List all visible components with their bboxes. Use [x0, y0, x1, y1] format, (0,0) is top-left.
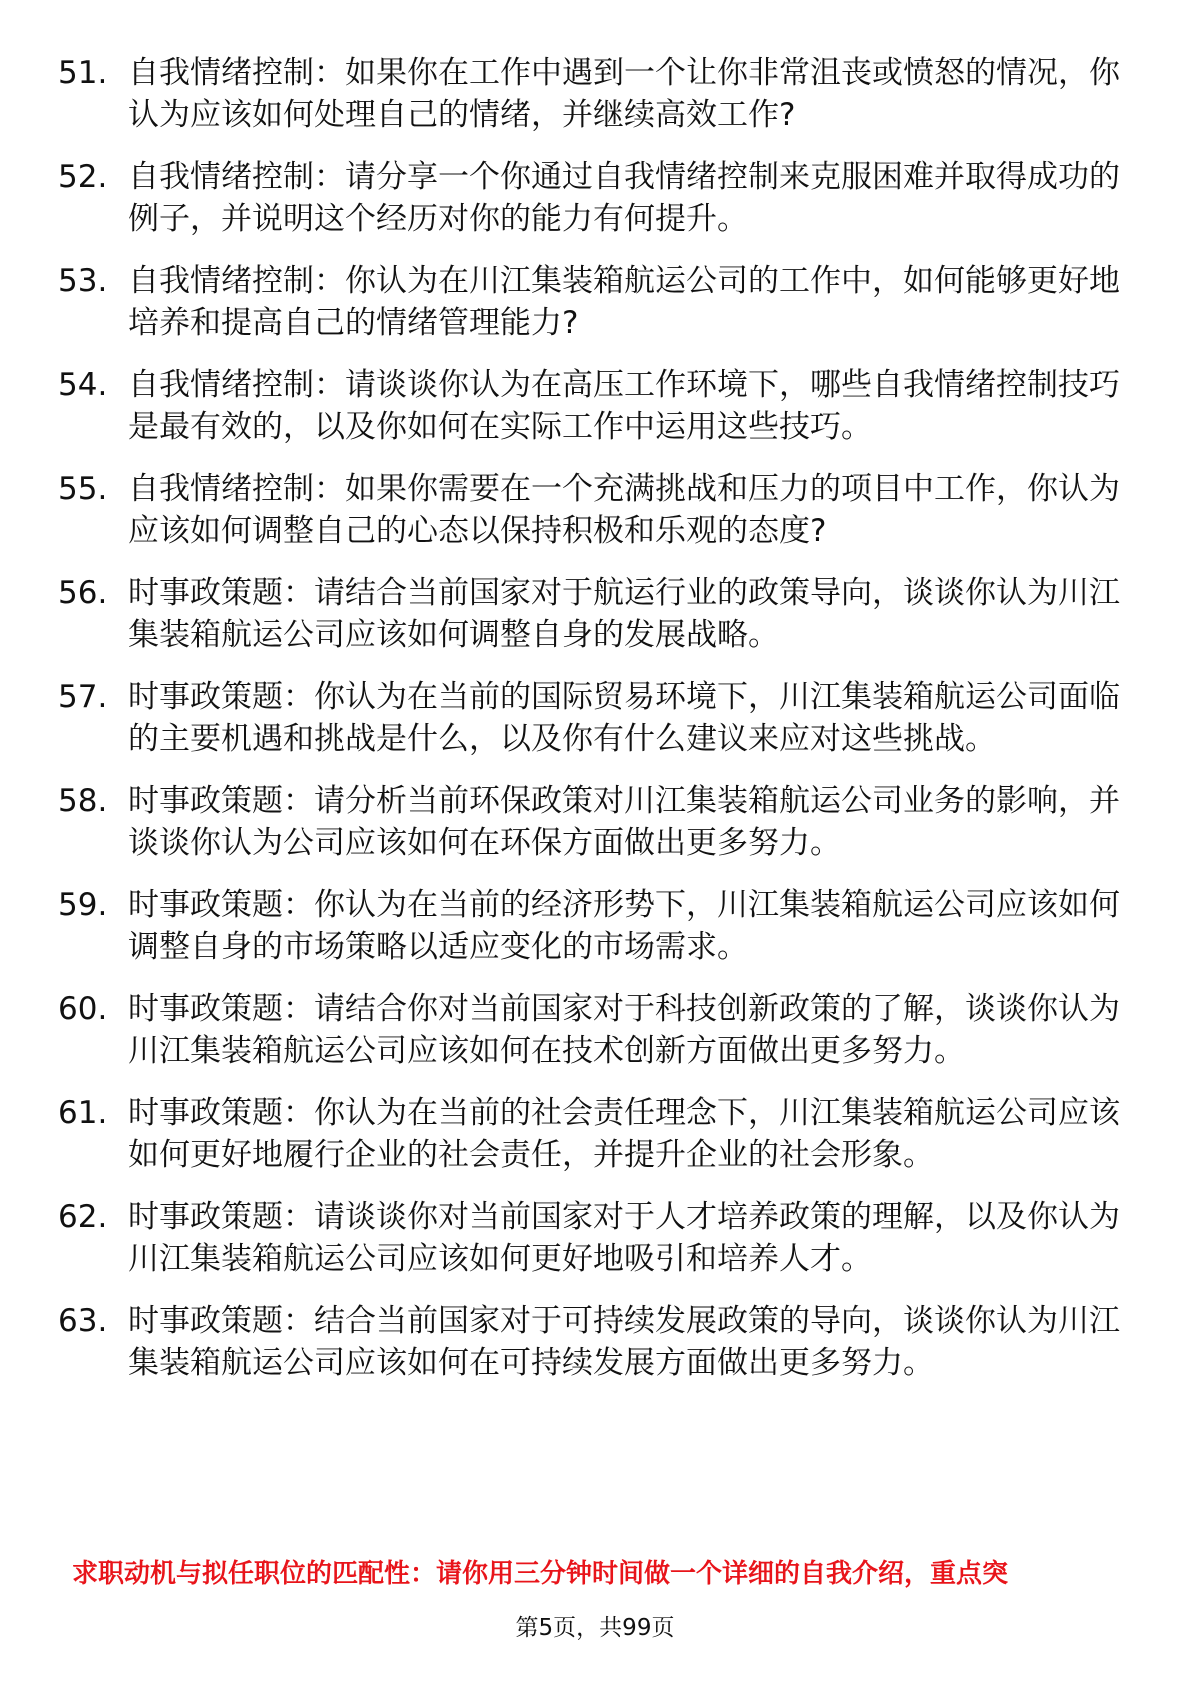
question-item — [58, 468, 1120, 552]
question-text: 自我情绪控制：请分享一个你通过自我情绪控制来克服困难并取得成功的例子，并说明这个经历对你的能力有何提升。 — [128, 159, 1120, 237]
question-number: 52. — [58, 159, 108, 195]
question-item — [58, 1300, 1120, 1384]
question-text: 时事政策题：你认为在当前的国际贸易环境下，川江集装箱航运公司面临的主要机遇和挑战是什么，以及你有什么建议来应对这些挑战。 — [128, 679, 1120, 757]
question-number: 55. — [58, 471, 108, 507]
question-text: 时事政策题：请谈谈你对当前国家对于人才培养政策的理解，以及你认为川江集装箱航运公司应该如何更好地吸引和培养人才。 — [128, 1199, 1120, 1277]
question-text: 时事政策题：你认为在当前的经济形势下，川江集装箱航运公司应该如何调整自身的市场策略以适应变化的市场需求。 — [128, 887, 1120, 965]
question-item — [58, 260, 1120, 344]
question-item — [58, 1196, 1120, 1280]
question-list — [58, 52, 1120, 1404]
question-item — [58, 52, 1120, 136]
question-text: 时事政策题：请分析当前环保政策对川江集装箱航运公司业务的影响，并谈谈你认为公司应该如何在环保方面做出更多努力。 — [128, 783, 1120, 861]
question-text: 自我情绪控制：你认为在川江集装箱航运公司的工作中，如何能够更好地培养和提高自己的情绪管理能力? — [128, 263, 1120, 341]
question-text: 时事政策题：请结合你对当前国家对于科技创新政策的了解，谈谈你认为川江集装箱航运公司应该如何在技术创新方面做出更多努力。 — [128, 991, 1120, 1069]
question-number: 61. — [58, 1095, 108, 1131]
question-text: 自我情绪控制：如果你在工作中遇到一个让你非常沮丧或愤怒的情况，你认为应该如何处理自己的情绪，并继续高效工作? — [128, 55, 1120, 133]
question-number: 59. — [58, 887, 108, 923]
question-text: 时事政策题：结合当前国家对于可持续发展政策的导向，谈谈你认为川江集装箱航运公司应该如何在可持续发展方面做出更多努力。 — [128, 1303, 1120, 1381]
question-item — [58, 884, 1120, 968]
question-text: 自我情绪控制：如果你需要在一个充满挑战和压力的项目中工作，你认为应该如何调整自己的心态以保持积极和乐观的态度? — [128, 471, 1120, 549]
question-number: 56. — [58, 575, 108, 611]
question-item — [58, 988, 1120, 1072]
question-number: 57. — [58, 679, 108, 715]
question-number: 51. — [58, 55, 108, 91]
question-item — [58, 1092, 1120, 1176]
question-item — [58, 364, 1120, 448]
question-number: 60. — [58, 991, 108, 1027]
footer-highlight-text: 求职动机与拟任职位的匹配性：请你用三分钟时间做一个详细的自我介绍，重点突 — [72, 1559, 1009, 1589]
question-text: 时事政策题：请结合当前国家对于航运行业的政策导向，谈谈你认为川江集装箱航运公司应该如何调整自身的发展战略。 — [128, 575, 1120, 653]
question-number: 54. — [58, 367, 108, 403]
question-item — [58, 572, 1120, 656]
question-text: 时事政策题：你认为在当前的社会责任理念下，川江集装箱航运公司应该如何更好地履行企业的社会责任，并提升企业的社会形象。 — [128, 1095, 1120, 1173]
question-number: 62. — [58, 1199, 108, 1235]
question-item — [58, 780, 1120, 864]
question-text: 自我情绪控制：请谈谈你认为在高压工作环境下，哪些自我情绪控制技巧是最有效的，以及你如何在实际工作中运用这些技巧。 — [128, 367, 1120, 445]
page-number: 第5页，共99页 — [515, 1615, 675, 1641]
question-number: 58. — [58, 783, 108, 819]
question-number: 53. — [58, 263, 108, 299]
question-item — [58, 676, 1120, 760]
question-item — [58, 156, 1120, 240]
question-number: 63. — [58, 1303, 108, 1339]
